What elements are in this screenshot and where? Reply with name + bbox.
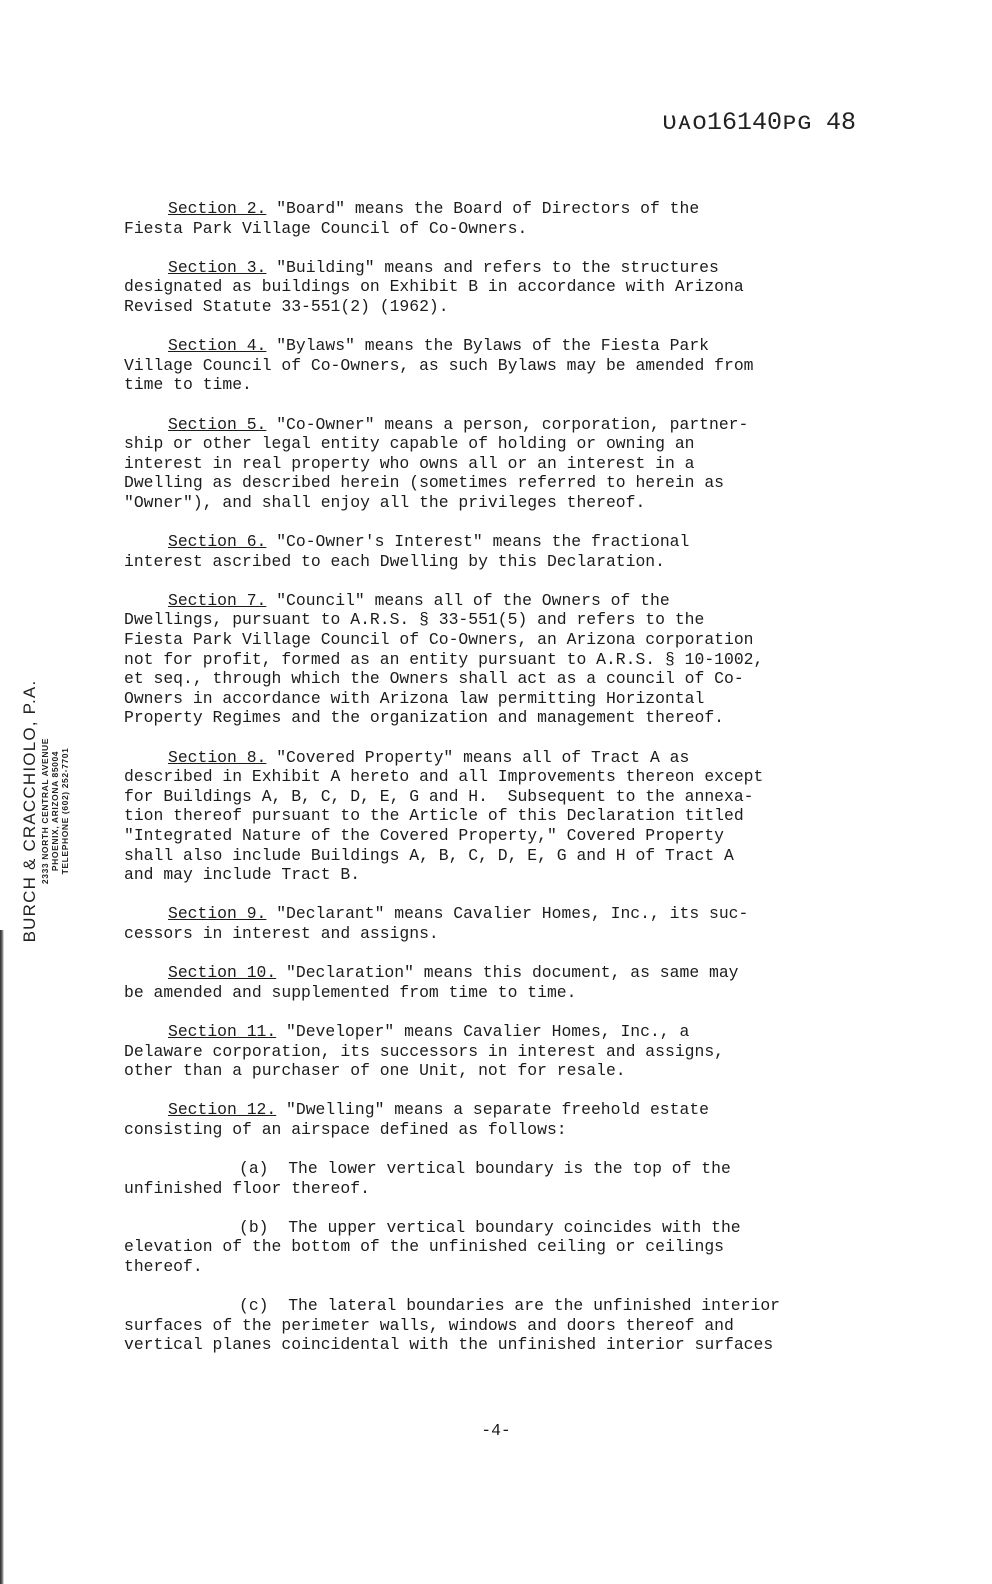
subsection-text-line: The upper vertical boundary coincides with the bbox=[268, 1217, 741, 1237]
section-label: Section 5. bbox=[168, 414, 267, 434]
section-label: Section 11. bbox=[168, 1021, 277, 1041]
section-text-line: "Integrated Nature of the Covered Property," Covered Property bbox=[124, 826, 724, 845]
section-text-line: interest in real property who owns all or an interest in a bbox=[124, 453, 695, 473]
page-number: -4- bbox=[481, 1421, 511, 1440]
section-text-line: ship or other legal entity capable of holding or owning an bbox=[124, 434, 695, 454]
section-text-line: described in Exhibit A hereto and all Improvements thereon except bbox=[124, 767, 764, 787]
section-text-line: consisting of an airspace defined as follows: bbox=[124, 1119, 567, 1139]
section-label: Section 9. bbox=[168, 904, 267, 924]
section-text-line: "Declarant" means Cavalier Homes, Inc., its suc- bbox=[266, 904, 749, 924]
firm-name: BURCH & CRACCHIOLO, P.A. bbox=[20, 679, 39, 943]
section-text-line: Fiesta Park Village Council of Co-Owners, an Arizona corporation bbox=[124, 630, 754, 650]
subsection-text-line: elevation of the bottom of the unfinished ceiling or ceilings bbox=[124, 1237, 724, 1257]
section-paragraph bbox=[124, 963, 924, 1002]
subsection-label: (a) bbox=[239, 1159, 269, 1179]
section-text-line: "Council" means all of the Owners of the bbox=[266, 590, 670, 610]
section-paragraph bbox=[124, 199, 924, 238]
section-text-line: "Board" means the Board of Directors of the bbox=[266, 199, 700, 218]
subsection-text-line: thereof. bbox=[124, 1257, 203, 1277]
section-text-line: other than a purchaser of one Unit, not for resale. bbox=[124, 1061, 626, 1081]
section-text-line: Dwellings, pursuant to A.R.S. § 33-551(5) and refers to the bbox=[124, 610, 705, 630]
section-text-line: time to time. bbox=[124, 375, 252, 395]
scan-edge-artifact bbox=[0, 930, 4, 1584]
section-text-line: designated as buildings on Exhibit B in accordance with Arizona bbox=[124, 277, 744, 297]
section-text-line: Fiesta Park Village Council of Co-Owners. bbox=[124, 218, 528, 238]
section-paragraph bbox=[124, 748, 924, 885]
subsection-text-line: The lower vertical boundary is the top of the bbox=[268, 1159, 731, 1179]
section-text-line: interest ascribed to each Dwelling by this Declaration. bbox=[124, 551, 665, 571]
section-text-line: shall also include Buildings A, B, C, D, E, G and H of Tract A bbox=[124, 845, 734, 865]
section-text-line: Revised Statute 33-551(2) (1962). bbox=[124, 296, 449, 316]
subsection-text-line: unfinished floor thereof. bbox=[124, 1178, 370, 1198]
section-label: Section 6. bbox=[168, 532, 267, 552]
section-label: Section 12. bbox=[168, 1100, 277, 1120]
section-text-line: et seq., through which the Owners shall act as a council of Co- bbox=[124, 669, 744, 689]
subsection-label: (c) bbox=[239, 1296, 269, 1316]
section-label: Section 2. bbox=[168, 199, 267, 218]
section-text-line: for Buildings A, B, C, D, E, G and H. Subsequent to the annexa- bbox=[124, 786, 754, 806]
section-text-line: be amended and supplemented from time to time. bbox=[124, 982, 577, 1002]
section-paragraph bbox=[124, 591, 924, 728]
section-paragraph bbox=[124, 904, 924, 943]
section-paragraph bbox=[124, 258, 924, 317]
section-text-line: "Building" means and refers to the structures bbox=[266, 257, 719, 277]
section-text-line: "Developer" means Cavalier Homes, Inc., a bbox=[276, 1021, 690, 1041]
firm-address-line-1: 2333 NORTH CENTRAL AVENUE bbox=[40, 737, 50, 885]
section-text-line: "Co-Owner" means a person, corporation, partner- bbox=[266, 414, 749, 434]
law-firm-sidebar bbox=[20, 678, 110, 944]
subsection-text-line: The lateral boundaries are the unfinished interior bbox=[268, 1296, 780, 1316]
section-text-line: "Co-Owner's Interest" means the fractional bbox=[266, 532, 690, 552]
firm-address-line-2: PHOENIX, ARIZONA 85004 bbox=[50, 750, 60, 872]
section-text-line: Delaware corporation, its successors in interest and assigns, bbox=[124, 1041, 724, 1061]
section-paragraph bbox=[124, 415, 924, 513]
subsection-paragraph bbox=[124, 1159, 924, 1198]
section-text-line: Village Council of Co-Owners, as such Bylaws may be amended from bbox=[124, 355, 754, 375]
section-text-line: and may include Tract B. bbox=[124, 865, 361, 885]
section-text-line: Property Regimes and the organization and management thereof. bbox=[124, 708, 724, 728]
section-text-line: "Dwelling" means a separate freehold estate bbox=[276, 1100, 709, 1120]
section-text-line: "Bylaws" means the Bylaws of the Fiesta Park bbox=[266, 336, 709, 356]
section-label: Section 4. bbox=[168, 336, 267, 356]
document-body bbox=[124, 199, 924, 1375]
section-label: Section 7. bbox=[168, 590, 267, 610]
section-text-line: not for profit, formed as an entity pursuant to A.R.S. § 10-1002, bbox=[124, 649, 764, 669]
section-paragraph bbox=[124, 1022, 924, 1081]
section-label: Section 8. bbox=[168, 747, 267, 767]
subsection-label: (b) bbox=[239, 1217, 269, 1237]
subsection-text-line: vertical planes coincidental with the unfinished interior surfaces bbox=[124, 1335, 774, 1355]
docket-number: ᴜᴀᴏ16140ᴘɢ bbox=[662, 108, 813, 137]
subsection-paragraph bbox=[124, 1218, 924, 1277]
section-text-line: Owners in accordance with Arizona law permitting Horizontal bbox=[124, 688, 705, 708]
section-label: Section 3. bbox=[168, 257, 267, 277]
subsection-text-line: surfaces of the perimeter walls, windows and doors thereof and bbox=[124, 1315, 734, 1335]
section-text-line: "Owner"), and shall enjoy all the privileges thereof. bbox=[124, 492, 646, 512]
recording-stamp bbox=[662, 108, 856, 137]
section-label: Section 10. bbox=[168, 963, 277, 983]
section-text-line: "Covered Property" means all of Tract A as bbox=[266, 747, 690, 767]
section-paragraph bbox=[124, 1100, 924, 1139]
section-text-line: "Declaration" means this document, as same may bbox=[276, 963, 739, 983]
subsection-paragraph bbox=[124, 1296, 924, 1355]
section-text-line: tion thereof pursuant to the Article of this Declaration titled bbox=[124, 806, 744, 826]
section-text-line: cessors in interest and assigns. bbox=[124, 923, 439, 943]
section-text-line: Dwelling as described herein (sometimes referred to herein as bbox=[124, 473, 724, 493]
page-reference: 48 bbox=[826, 108, 857, 137]
section-paragraph bbox=[124, 532, 924, 571]
section-paragraph bbox=[124, 336, 924, 395]
firm-phone: TELEPHONE (602) 252-7701 bbox=[60, 747, 70, 875]
